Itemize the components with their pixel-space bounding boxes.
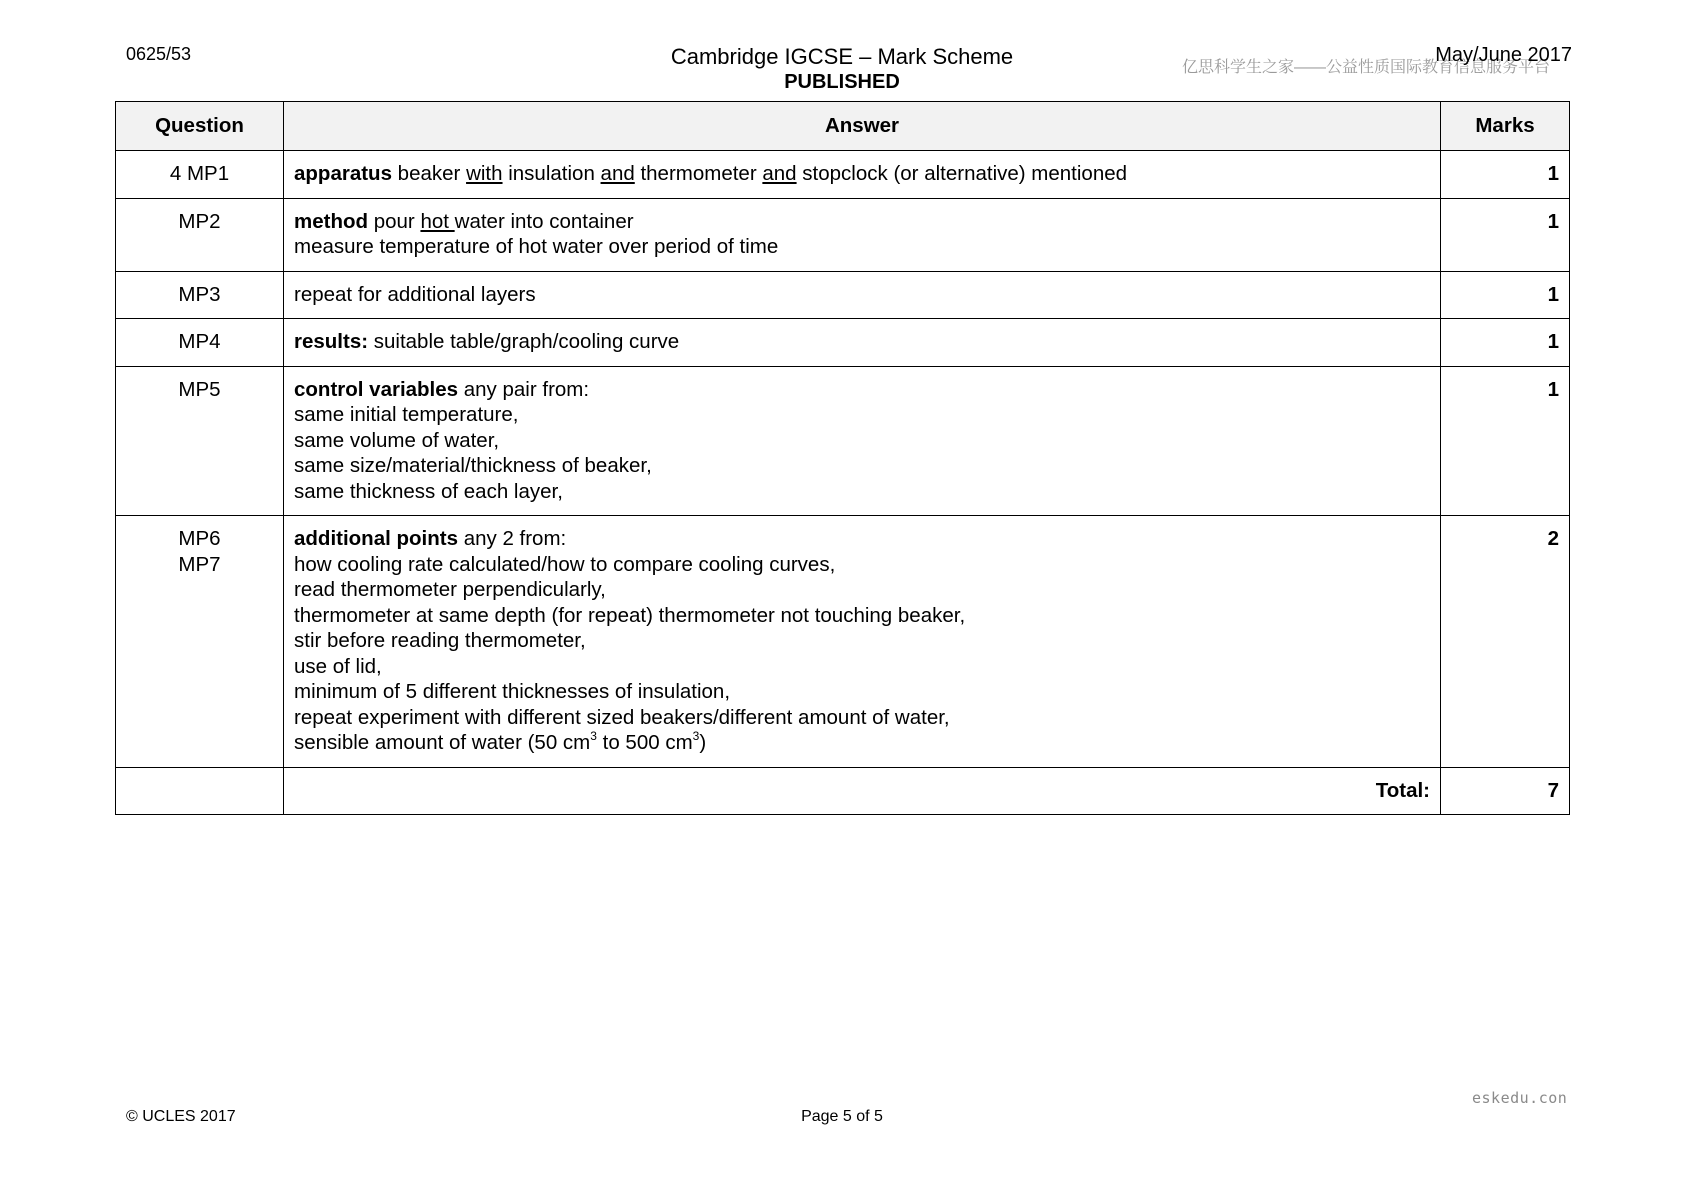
total-row [116, 767, 1570, 815]
answer-line: same thickness of each layer, [294, 479, 563, 503]
answer-column-header: Answer [284, 102, 1441, 151]
table-row [116, 151, 1570, 199]
marks-cell: 1 [1441, 366, 1570, 516]
question-cell: 4 MP1 [116, 151, 284, 199]
answer-text: sensible amount of water (50 cm [294, 731, 591, 754]
footer-watermark: eskedu.con [1472, 1089, 1568, 1107]
answer-line: measure temperature of hot water over period of time [294, 235, 779, 258]
answer-cell [284, 319, 1441, 367]
question-cell: MP2 [116, 198, 284, 271]
copyright: © UCLES 2017 [126, 1108, 236, 1125]
page-number: Page 5 of 5 [801, 1108, 883, 1125]
underlined-word: and [762, 162, 797, 185]
answer-line: same size/material/thickness of beaker, [294, 454, 652, 477]
marks-cell: 1 [1441, 198, 1570, 271]
empty-cell [116, 767, 284, 815]
total-value: 7 [1441, 767, 1570, 815]
paper-code: 0625/53 [126, 44, 192, 64]
marks-cell: 1 [1441, 271, 1570, 319]
underlined-word: with [466, 162, 503, 185]
table-row [116, 198, 1570, 271]
answer-text: any pair from: [458, 377, 590, 401]
answer-text: ) [699, 731, 707, 754]
answer-cell [284, 151, 1441, 199]
marks-cell: 2 [1441, 516, 1570, 768]
answer-label: results: [294, 330, 369, 353]
superscript: 3 [692, 729, 700, 743]
answer-label: method [294, 209, 369, 233]
answer-text: any 2 from: [458, 527, 567, 550]
question-column-header: Question [116, 102, 284, 151]
table-row [116, 366, 1570, 516]
superscript: 3 [590, 729, 597, 743]
table-row [116, 271, 1570, 319]
answer-line: same initial temperature, [294, 403, 519, 426]
answer-text: to 500 cm [596, 731, 693, 754]
marks-cell: 1 [1441, 151, 1570, 199]
table-row [116, 516, 1570, 768]
answer-text: suitable table/graph/cooling curve [368, 330, 680, 353]
table-header-row [116, 102, 1570, 151]
mark-scheme-table [115, 101, 1570, 815]
question-cell: MP5 [116, 366, 284, 516]
answer-line: use of lid, [294, 654, 382, 678]
answer-text: thermometer [634, 162, 763, 185]
marks-cell: 1 [1441, 319, 1570, 367]
answer-line: same volume of water, [294, 428, 500, 452]
answer-label: additional points [294, 527, 458, 550]
question-label: MP7 [178, 552, 221, 576]
answer-label: control variables [294, 377, 459, 401]
answer-label: apparatus [294, 162, 392, 185]
header-watermark: 亿思科学生之家——公益性质国际教育信息服务平台 [1182, 59, 1551, 76]
question-cell: MP4 [116, 319, 284, 367]
answer-text: pour [368, 209, 421, 233]
answer-line-last [294, 730, 1430, 756]
exam-session: May/June 2017 [1435, 44, 1572, 66]
answer-text: water into container [454, 209, 634, 233]
question-label: MP6 [178, 527, 221, 550]
answer-cell [284, 198, 1441, 271]
answer-line: repeat for additional layers [294, 282, 536, 306]
question-cell: MP3 [116, 271, 284, 319]
answer-line: stir before reading thermometer, [294, 629, 586, 652]
answer-line: how cooling rate calculated/how to compare cooling curves, [294, 552, 836, 576]
question-cell [116, 516, 284, 768]
table-row [116, 319, 1570, 367]
document-status: PUBLISHED [784, 71, 900, 93]
marks-column-header: Marks [1441, 102, 1570, 151]
answer-text: stopclock (or alternative) mentioned [796, 162, 1128, 185]
answer-text: insulation [502, 162, 601, 185]
answer-line: thermometer at same depth (for repeat) thermometer not touching beaker, [294, 603, 966, 627]
answer-text: beaker [391, 162, 467, 185]
answer-cell [284, 271, 1441, 319]
answer-cell [284, 516, 1441, 768]
answer-line: read thermometer perpendicularly, [294, 578, 606, 601]
underlined-word: and [600, 162, 635, 185]
underlined-word: hot [420, 209, 455, 233]
document-title: Cambridge IGCSE – Mark Scheme [670, 44, 1014, 69]
answer-cell [284, 366, 1441, 516]
answer-line: repeat experiment with different sized beakers/different amount of water, [294, 705, 950, 729]
total-label: Total: [284, 767, 1441, 815]
answer-line: minimum of 5 different thicknesses of insulation, [294, 680, 731, 703]
